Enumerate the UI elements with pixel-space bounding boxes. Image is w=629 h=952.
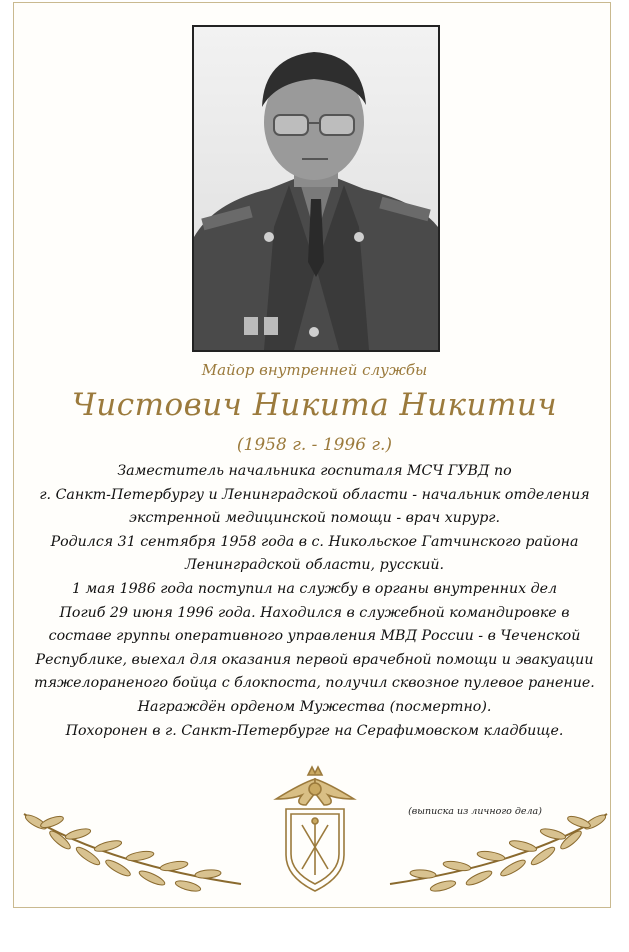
bio-line: г. Санкт-Петербургу и Ленинградской области - начальник отделения (39, 486, 590, 503)
mvd-emblem-icon (272, 765, 358, 899)
rank-title: Майор внутренней службы (201, 361, 428, 379)
bio-line: Республике, выехал для оказания первой врачебной помощи и эвакуации (35, 651, 594, 668)
portrait-photo (192, 25, 440, 352)
bio-line: Ленинградской области, русский. (184, 557, 445, 574)
bio-line: составе группы оперативного управления МВД России - в Чеченской (48, 628, 581, 645)
biography (30, 460, 599, 743)
bio-line: Заместитель начальника госпиталя МСЧ ГУВД по (117, 463, 512, 479)
bio-line: Похоронен в г. Санкт-Петербурге на Серафимовском кладбище. (65, 722, 564, 739)
life-years: (1958 г. - 1996 г.) (236, 435, 393, 455)
bio-line: Награждён орденом Мужества (посмертно). (137, 698, 492, 715)
extract-note: (выписка из личного дела) (408, 806, 542, 817)
bio-line: 1 мая 1986 года поступил на службу в органы внутренних дел (71, 580, 558, 597)
laurel-branch-left-icon (16, 804, 246, 898)
bio-line: экстренной медицинской помощи - врач хирург. (129, 510, 500, 527)
bio-line: тяжелораненого бойца с блокпоста, получил сквозное пулевое ранение. (34, 675, 595, 692)
bio-line: Погиб 29 июня 1996 года. Находился в служебной командировке в (59, 604, 570, 621)
bio-line: Родился 31 сентября 1958 года в с. Никольское Гатчинского района (50, 533, 579, 550)
laurel-branch-right-icon (385, 804, 615, 898)
person-name: Чистович Никита Никитич (71, 387, 558, 423)
